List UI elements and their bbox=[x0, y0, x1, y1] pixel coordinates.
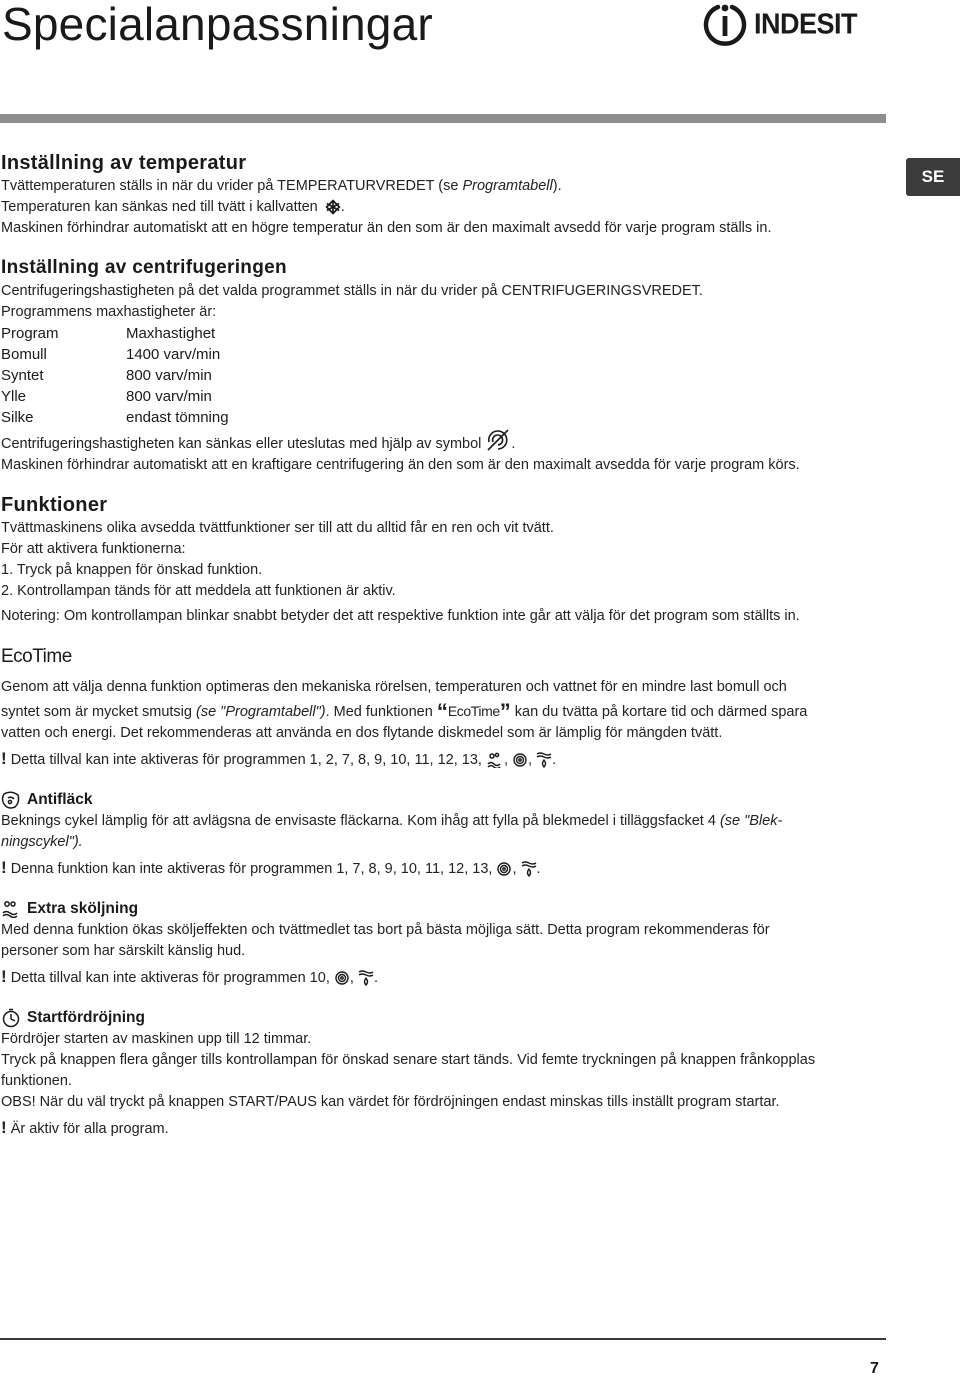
ecotime-body-1: Genom att välja denna funktion optimeras den mekaniska rörelsen, temperaturen och vattnet för en mindre last bomull och bbox=[1, 679, 787, 695]
brand-logo bbox=[702, 0, 857, 48]
brand-name: INDESIT bbox=[754, 7, 858, 40]
table-cell: 800 varv/min bbox=[126, 388, 212, 405]
warning-icon: ! bbox=[1, 749, 7, 768]
wool-spiral-icon bbox=[512, 752, 528, 768]
page-title: Specialanpassningar bbox=[2, 0, 433, 50]
delay-start-note: ! Är aktiv för alla program. bbox=[1, 1118, 169, 1137]
delay-start-obs: OBS! När du väl tryckt på knappen START/PAUS kan värdet för fördröjningen endast minskas tills inställt program startar. bbox=[1, 1094, 780, 1110]
ecotime-inline-label: EcoTime bbox=[447, 703, 500, 719]
spin-line-3: Centrifugeringshastigheten kan sänkas eller uteslutas med hjälp av symbol . bbox=[1, 434, 891, 455]
antiflack-body-2: ningscykel"). bbox=[1, 834, 83, 850]
indesit-logo-icon bbox=[702, 1, 748, 47]
functions-intro-1: Tvättmaskinens olika avsedda tvättfunktioner ser till att du alltid får en ren och vit tvätt. bbox=[1, 520, 554, 536]
antiflack-heading-row bbox=[1, 789, 891, 811]
timer-icon bbox=[1, 1008, 21, 1028]
temperature-line-3: Maskinen förhindrar automatiskt att en högre temperatur än den som är den maximalt avsedd för varje program ställs in. bbox=[1, 220, 772, 236]
page-content bbox=[1, 150, 891, 1140]
antiflack-warning: ! Denna funktion kan inte aktiveras för programmen 1, 7, 8, 9, 10, 11, 12, 13, , . bbox=[1, 858, 541, 877]
table-header-speed: Maxhastighet bbox=[126, 325, 216, 342]
table-cell: Ylle bbox=[1, 388, 27, 405]
antiflack-body-1: Beknings cykel lämplig för att avlägsna de envisaste fläckarna. Kom ihåg att fylla på blekmedel i tilläggsfacket 4 (se "Blek- bbox=[1, 813, 783, 829]
quote-close-icon: ” bbox=[499, 699, 511, 724]
table-header-program: Program bbox=[1, 325, 59, 342]
snowflake-icon bbox=[325, 199, 341, 215]
spin-line-2: Programmens maxhastigheter är: bbox=[1, 304, 217, 320]
wool-spiral-icon bbox=[496, 861, 512, 877]
extra-rinse-heading: Extra sköljning bbox=[27, 900, 139, 917]
ecotime-label: EcoTime bbox=[1, 646, 72, 667]
extra-rinse-icon bbox=[1, 900, 21, 918]
extra-rinse-body-2: personer som har särskilt känslig hud. bbox=[1, 943, 246, 959]
warning-icon: ! bbox=[1, 1118, 7, 1137]
extra-rinse-icon bbox=[486, 752, 504, 768]
table-cell: 1400 varv/min bbox=[126, 346, 221, 363]
no-spin-icon bbox=[485, 428, 511, 452]
spin-heading: Inställning av centrifugeringen bbox=[1, 257, 287, 278]
antiflack-heading: Antifläck bbox=[27, 791, 93, 808]
hand-wash-drop-icon bbox=[521, 860, 537, 878]
warning-icon: ! bbox=[1, 967, 7, 986]
ecotime-warning: ! Detta tillval kan inte aktiveras för programmen 1, 2, 7, 8, 9, 10, 11, 12, 13, , , . bbox=[1, 749, 557, 768]
delay-start-heading-row bbox=[1, 1007, 891, 1029]
temperature-line-1: Tvättemperaturen ställs in när du vrider på TEMPERATURVREDET (se Programtabell). bbox=[1, 178, 562, 194]
stain-icon bbox=[1, 790, 21, 810]
spin-table bbox=[1, 323, 891, 428]
page-number: 7 bbox=[870, 1360, 879, 1377]
functions-step-1: 1. Tryck på knappen för önskad funktion. bbox=[1, 562, 263, 578]
table-cell: Syntet bbox=[1, 367, 44, 384]
wool-spiral-icon bbox=[334, 970, 350, 986]
delay-start-body-3: funktionen. bbox=[1, 1073, 72, 1089]
hand-wash-drop-icon bbox=[536, 751, 552, 769]
table-cell: Bomull bbox=[1, 346, 47, 363]
warning-icon: ! bbox=[1, 858, 7, 877]
ecotime-body-3: vatten och energi. Det rekommenderas att använda en dos flytande diskmedel som är lämplig för mängden tvätt. bbox=[1, 725, 723, 741]
table-cell: Silke bbox=[1, 409, 34, 426]
table-cell: endast tömning bbox=[126, 409, 229, 426]
delay-start-body-1: Fördröjer starten av maskinen upp till 12 timmar. bbox=[1, 1031, 312, 1047]
functions-intro-2: För att aktivera funktionerna: bbox=[1, 541, 186, 557]
language-tab: SE bbox=[906, 158, 960, 196]
header-rule bbox=[0, 114, 886, 123]
extra-rinse-warning: ! Detta tillval kan inte aktiveras för programmen 10, , . bbox=[1, 967, 378, 986]
functions-note: Notering: Om kontrollampan blinkar snabbt betyder det att respektive funktion inte går att välja för det program som ställts in. bbox=[1, 608, 800, 624]
delay-start-body-2: Tryck på knappen flera gånger tills kontrollampan för önskad senare start tänds. Vid femte tryckningen på knappen frånkopplas bbox=[1, 1052, 816, 1068]
temperature-line-2: Temperaturen kan sänkas ned till tvätt i kallvatten . bbox=[1, 199, 345, 215]
footer-rule bbox=[0, 1338, 886, 1340]
quote-open-icon: “ bbox=[436, 699, 448, 724]
spin-line-4: Maskinen förhindrar automatiskt att en kraftigare centrifugering än den som är den maximalt avsedda för varje program körs. bbox=[1, 457, 800, 473]
temperature-heading: Inställning av temperatur bbox=[1, 152, 247, 174]
extra-rinse-body-1: Med denna funktion ökas sköljeffekten och tvättmedlet tas bort på bästa möjliga sätt. Detta program rekommenderas för bbox=[1, 922, 770, 938]
functions-step-2: 2. Kontrollampan tänds för att meddela att funktionen är aktiv. bbox=[1, 583, 396, 599]
functions-heading: Funktioner bbox=[1, 494, 108, 516]
ecotime-body-2: syntet som är mycket smutsig (se "Programtabell"). Med funktionen “EcoTime” kan du tvätta på kortare tid och därmed spara bbox=[1, 699, 808, 724]
spin-line-1: Centrifugeringshastigheten på det valda programmet ställs in när du vrider på CENTRIFUGERINGSVREDET. bbox=[1, 283, 703, 299]
table-cell: 800 varv/min bbox=[126, 367, 212, 384]
delay-start-heading: Startfördröjning bbox=[27, 1009, 145, 1026]
hand-wash-drop-icon bbox=[358, 969, 374, 987]
extra-rinse-heading-row bbox=[1, 898, 891, 920]
